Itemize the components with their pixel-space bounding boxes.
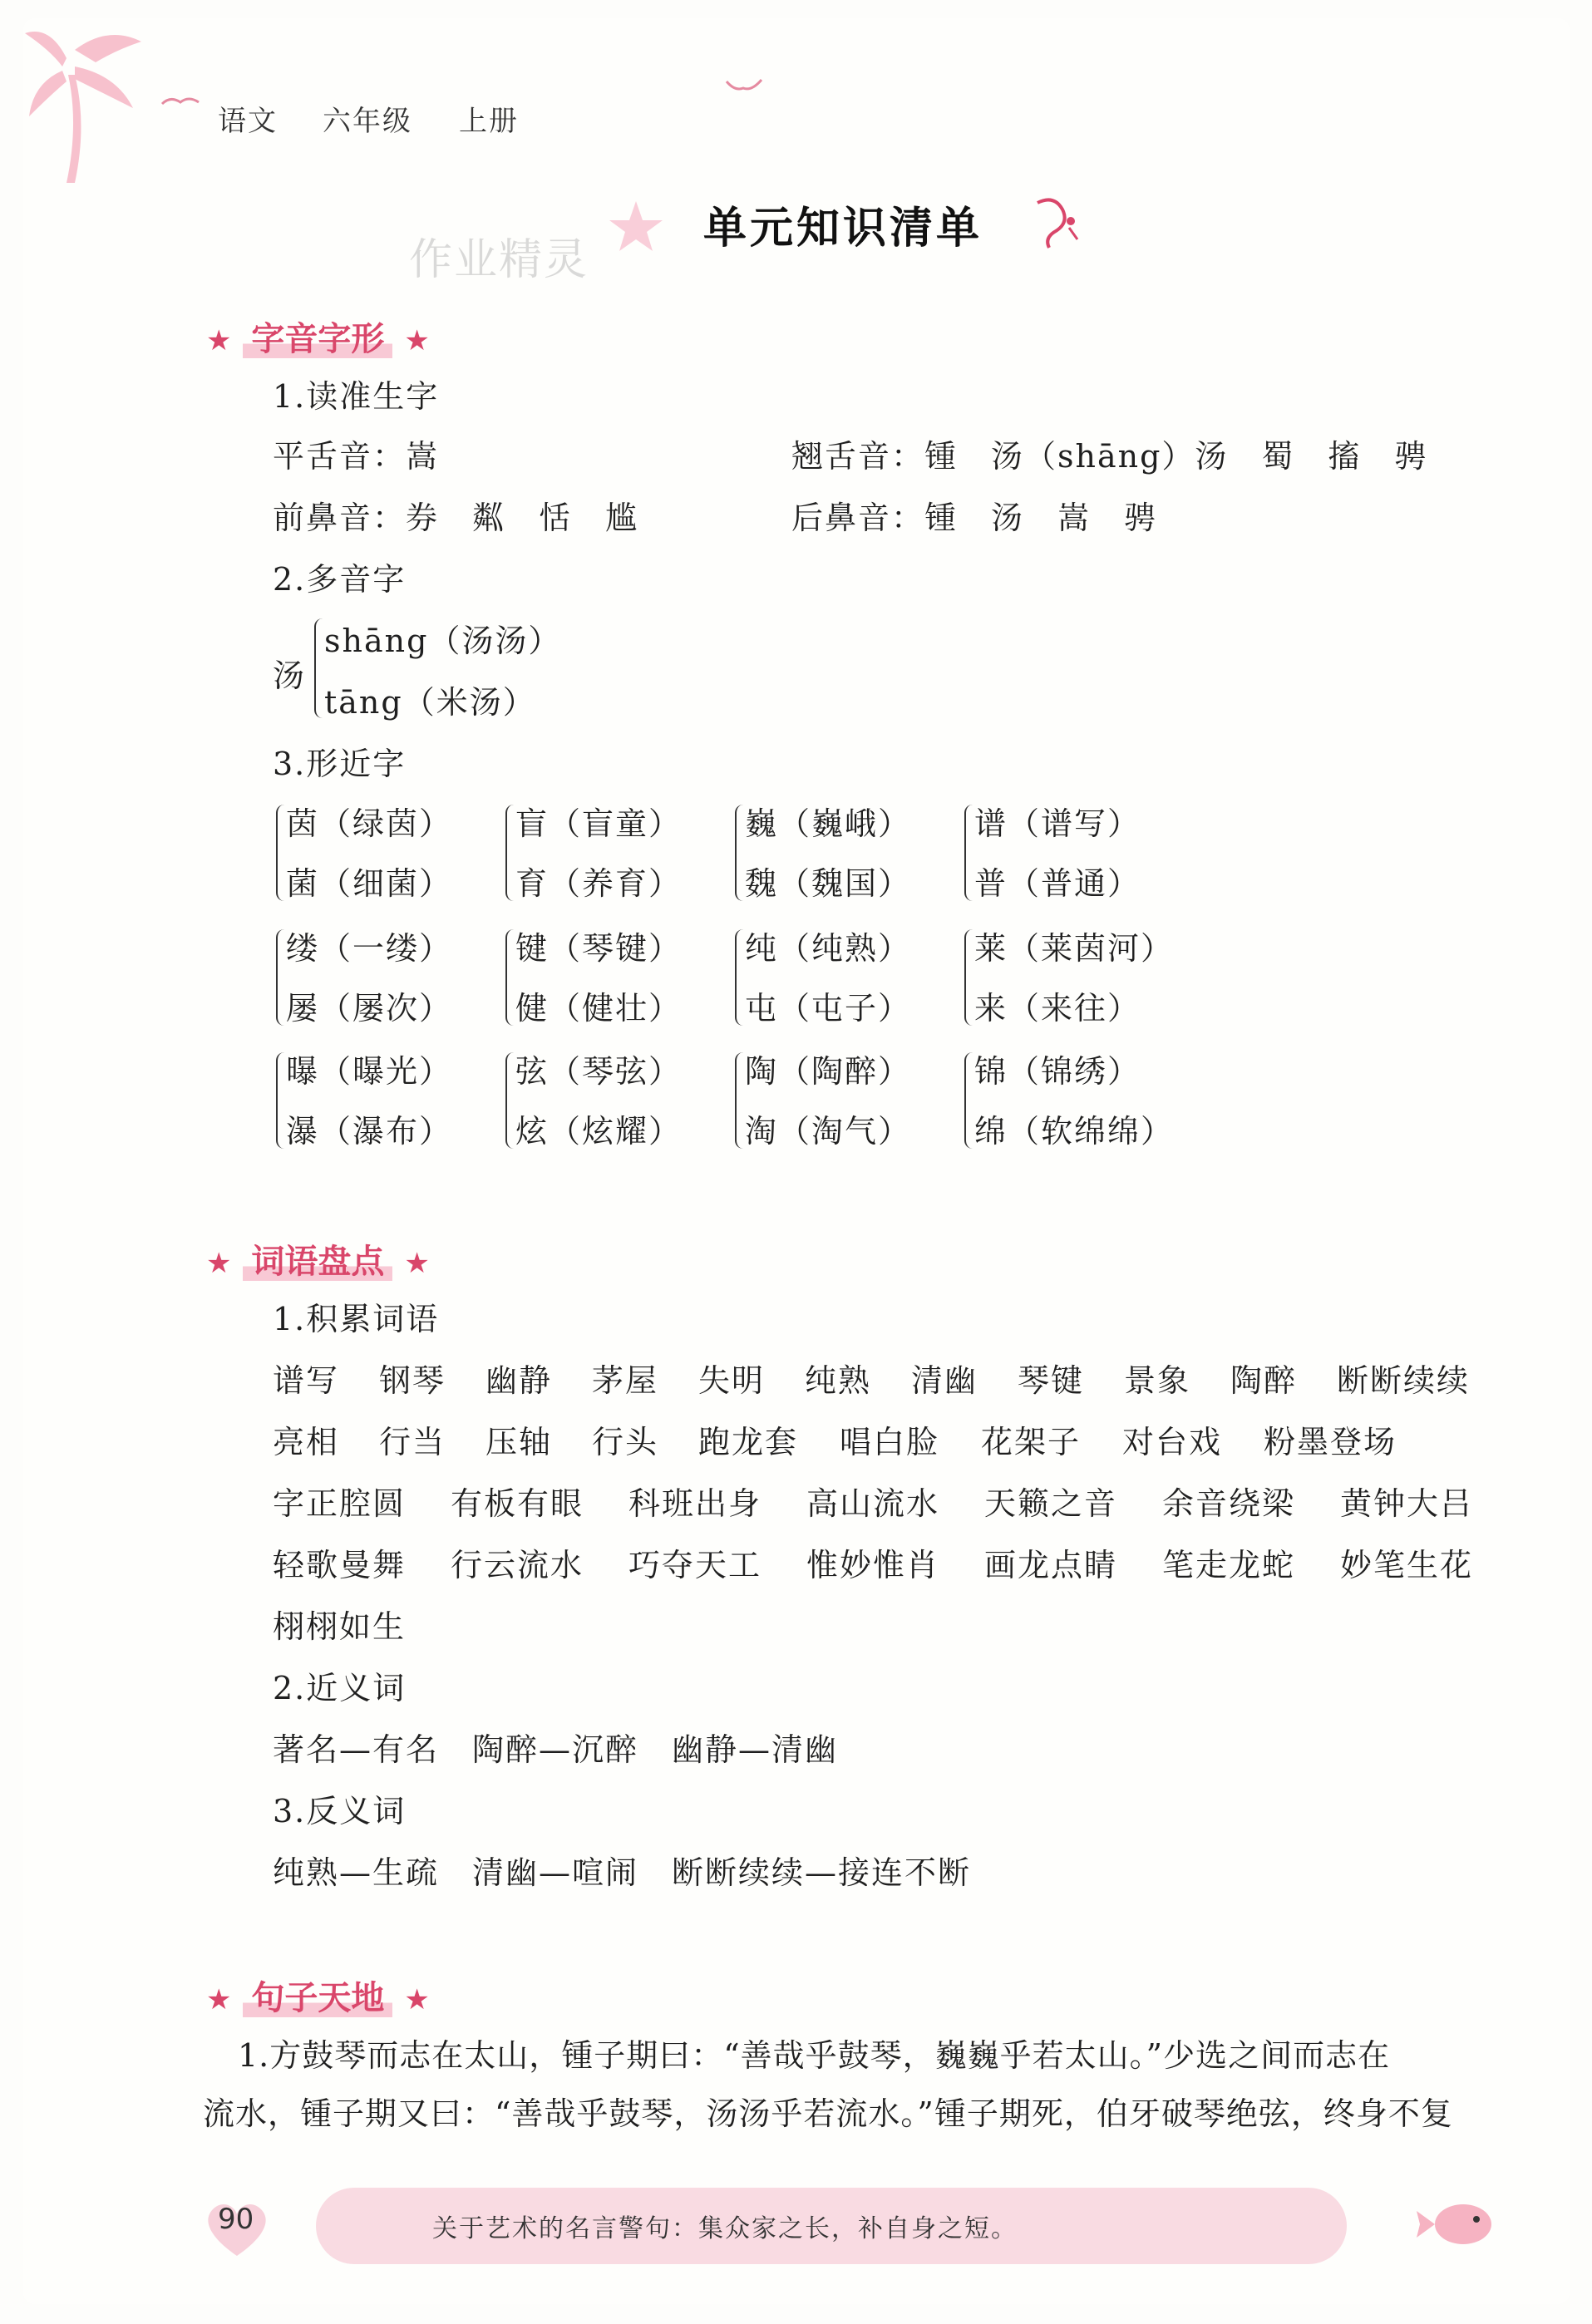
vocab-word: 妙笔生花 <box>1340 1547 1474 1583</box>
vocab-word: 行云流水 <box>451 1547 584 1583</box>
vocab-word: 茅屋 <box>592 1362 659 1399</box>
back-nasal: 后鼻音：锺 汤 嵩 骋 <box>791 500 1158 536</box>
similar-char-item: 屡（屡次） <box>286 990 453 1027</box>
vocab-word: 栩栩如生 <box>273 1608 407 1645</box>
section-heading-words <box>206 1235 430 1283</box>
vocab-word: 失明 <box>698 1362 766 1399</box>
page-title: 单元知识清单 <box>703 204 983 254</box>
star-icon: ★ <box>206 1247 232 1280</box>
star-icon: ★ <box>404 1247 430 1280</box>
antonyms: 纯熟—生疏 清幽—喧闹 断断续续—接连不断 <box>273 1854 972 1891</box>
header-volume: 上册 <box>459 105 519 138</box>
sentence-line-1: 1.方鼓琴而志在太山，锺子期曰：“善哉乎鼓琴，巍巍乎若太山。”少选之间而志在 <box>238 2037 1391 2074</box>
vocab-word: 有板有眼 <box>451 1485 584 1522</box>
vocab-word: 亮相 <box>273 1424 340 1460</box>
star-icon: ★ <box>206 324 232 357</box>
similar-char-item: 炫（炫耀） <box>515 1113 683 1150</box>
vocab-word: 花架子 <box>981 1424 1082 1460</box>
page-number: 90 <box>218 2203 254 2236</box>
star-icon: ★ <box>404 324 430 357</box>
words-sub1: 1.积累词语 <box>273 1301 440 1337</box>
similar-char-item: 育（养育） <box>515 865 683 902</box>
vocab-word: 余音绕梁 <box>1162 1485 1296 1522</box>
similar-char-item: 屯（屯子） <box>745 990 912 1027</box>
vocab-word: 清幽 <box>911 1362 978 1399</box>
poly-reading-1: shāng（汤汤） <box>324 623 562 659</box>
vocab-word: 巧夺天工 <box>628 1547 762 1583</box>
vocab-word: 粉墨登场 <box>1264 1424 1397 1460</box>
vocab-word: 陶醉 <box>1230 1362 1298 1399</box>
similar-char-item: 曝（曝光） <box>286 1053 453 1090</box>
fish-icon <box>1413 2191 1505 2258</box>
section-heading-char <box>206 313 430 360</box>
vocab-word: 跑龙套 <box>698 1424 799 1460</box>
flat-tongue: 平舌音：嵩 <box>273 438 440 475</box>
vocab-word: 对台戏 <box>1122 1424 1223 1460</box>
section-label: 句子天地 <box>243 1979 392 2017</box>
char-sub1: 1.读准生字 <box>273 378 440 415</box>
section-label: 词语盘点 <box>243 1243 392 1281</box>
vocab-word: 天籁之音 <box>984 1485 1118 1522</box>
vocab-word: 谱写 <box>273 1362 340 1399</box>
vocab-word: 断断续续 <box>1337 1362 1471 1399</box>
section-label: 字音字形 <box>243 320 392 358</box>
footer-quote: 关于艺术的名言警句：集众家之长，补自身之短。 <box>432 2214 1018 2243</box>
synonyms: 著名—有名 陶醉—沉醉 幽静—清幽 <box>273 1731 839 1768</box>
vocab-word: 纯熟 <box>805 1362 872 1399</box>
vocab-word: 琴键 <box>1018 1362 1085 1399</box>
watermark: 作业精灵 <box>409 235 589 285</box>
vocab-word: 惟妙惟肖 <box>806 1547 940 1583</box>
char-sub3: 3.形近字 <box>273 746 407 782</box>
vocab-word: 画龙点睛 <box>984 1547 1118 1583</box>
vocab-word: 行头 <box>592 1424 659 1460</box>
similar-char-item: 菌（细菌） <box>286 865 453 902</box>
similar-char-item: 盲（盲童） <box>515 805 683 842</box>
similar-char-item: 巍（巍峨） <box>745 805 912 842</box>
poly-reading-2: tāng（米汤） <box>324 684 536 721</box>
sentence-line-2: 流水，锺子期又曰：“善哉乎鼓琴，汤汤乎若流水。”锺子期死，伯牙破琴绝弦，终身不复 <box>203 2095 1453 2132</box>
vocab-word: 笔走龙蛇 <box>1162 1547 1296 1583</box>
similar-char-item: 淘（淘气） <box>745 1113 912 1150</box>
front-nasal: 前鼻音：券 粼 恬 尴 <box>273 500 639 536</box>
similar-char-item: 瀑（瀑布） <box>286 1113 453 1150</box>
vocab-word: 幽静 <box>485 1362 553 1399</box>
star-icon: ★ <box>206 1983 232 2016</box>
starfish-icon <box>607 198 665 256</box>
similar-char-item: 谱（谱写） <box>974 805 1141 842</box>
vocab-word: 轻歌曼舞 <box>273 1547 407 1583</box>
similar-char-item: 绵（软绵绵） <box>974 1113 1175 1150</box>
header-subject: 语文 <box>218 105 278 138</box>
bird-icon <box>723 75 765 100</box>
similar-char-item: 莱（莱茵河） <box>974 930 1175 967</box>
vocab-word: 黄钟大吕 <box>1340 1485 1474 1522</box>
page-frame <box>23 18 1570 2304</box>
vocab-word: 科班出身 <box>628 1485 762 1522</box>
words-sub2: 2.近义词 <box>273 1670 407 1706</box>
vocab-word: 钢琴 <box>379 1362 446 1399</box>
palm-tree-icon <box>17 17 233 199</box>
seahorse-icon <box>1021 194 1087 253</box>
vocab-word: 压轴 <box>485 1424 553 1460</box>
similar-char-item: 茵（绿茵） <box>286 805 453 842</box>
header-grade: 六年级 <box>323 105 412 138</box>
similar-char-item: 缕（一缕） <box>286 930 453 967</box>
similar-char-item: 键（琴键） <box>515 930 683 967</box>
words-sub3: 3.反义词 <box>273 1793 407 1829</box>
poly-char: 汤 <box>273 657 307 694</box>
section-heading-sentences <box>206 1972 430 2019</box>
star-icon: ★ <box>404 1983 430 2016</box>
similar-char-item: 来（来往） <box>974 990 1141 1027</box>
similar-char-item: 魏（魏国） <box>745 865 912 902</box>
vocab-word: 高山流水 <box>806 1485 940 1522</box>
vocab-word: 唱白脸 <box>840 1424 940 1460</box>
vocab-word: 行当 <box>379 1424 446 1460</box>
similar-char-item: 锦（锦绣） <box>974 1053 1141 1090</box>
similar-char-item: 陶（陶醉） <box>745 1053 912 1090</box>
similar-char-item: 健（健壮） <box>515 990 683 1027</box>
retroflex: 翘舌音：锺 汤（shāng）汤 蜀 搐 骋 <box>791 438 1428 475</box>
vocab-word: 景象 <box>1124 1362 1191 1399</box>
vocab-word: 字正腔圆 <box>273 1485 407 1522</box>
char-sub2: 2.多音字 <box>273 561 407 598</box>
similar-char-item: 普（普通） <box>974 865 1141 902</box>
similar-char-item: 纯（纯熟） <box>745 930 912 967</box>
similar-char-item: 弦（琴弦） <box>515 1053 683 1090</box>
